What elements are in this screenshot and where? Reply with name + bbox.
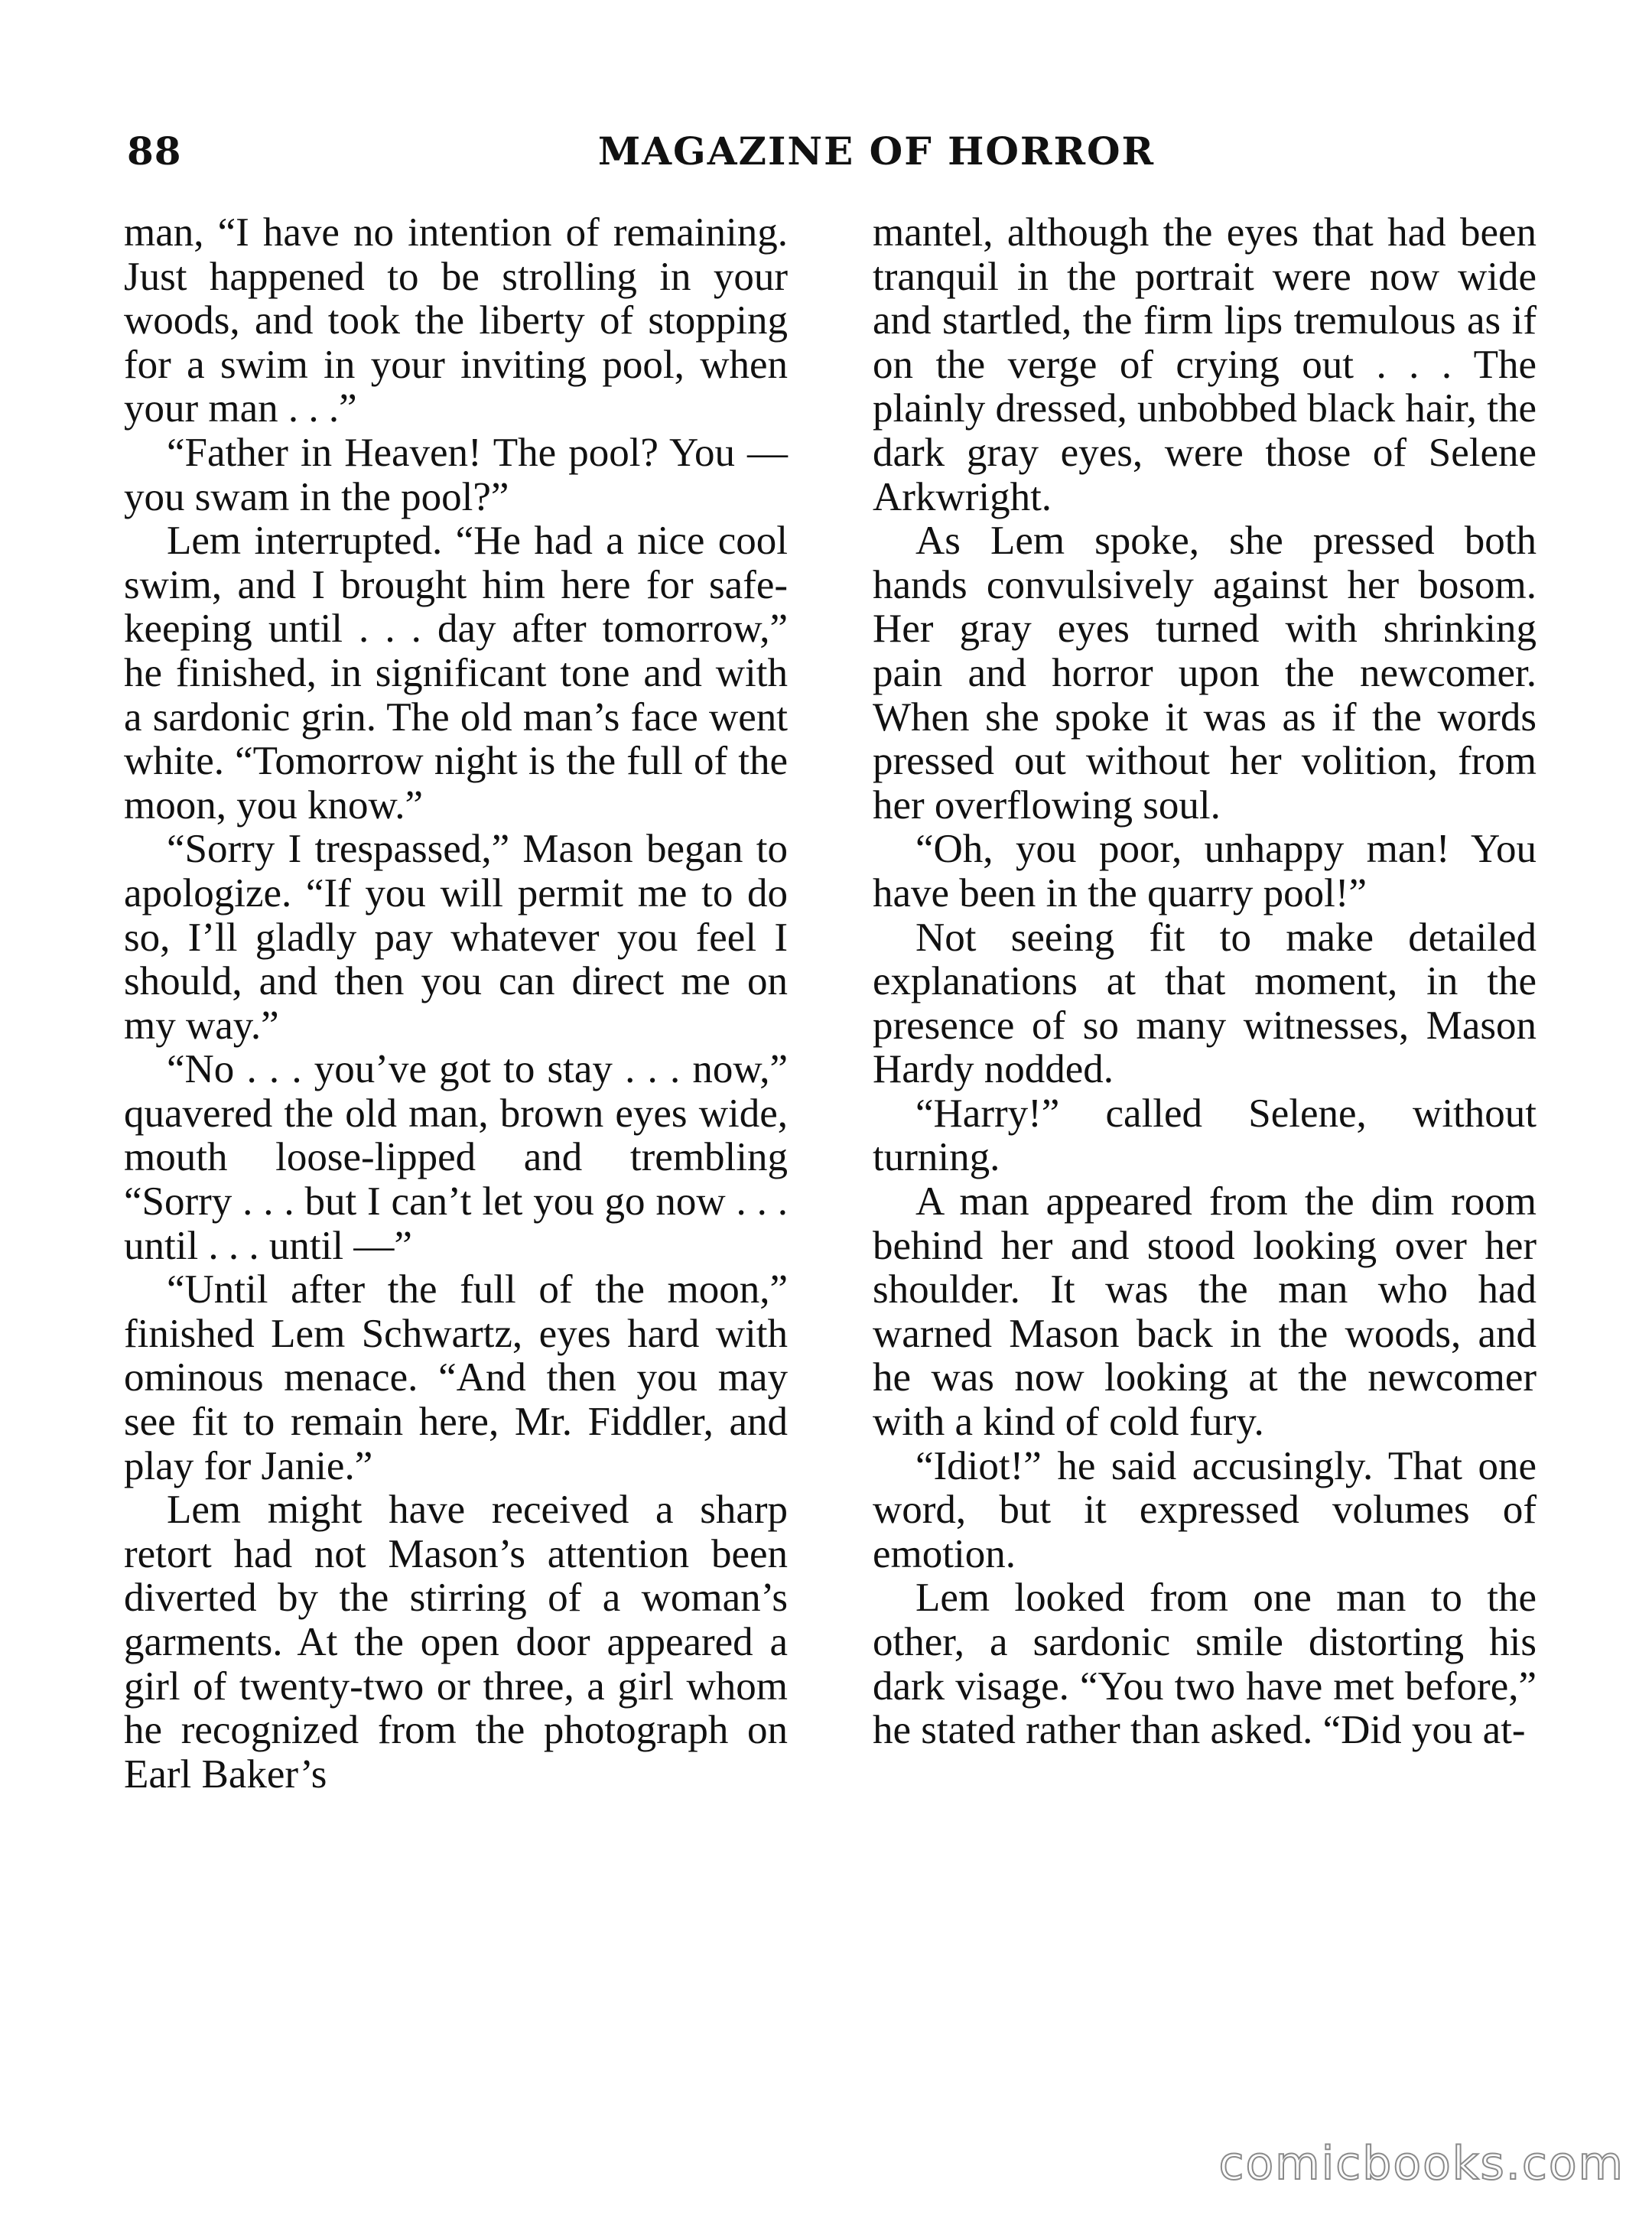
paragraph: “Idiot!” he said accusingly. That one word, but it expressed volumes of emotion. [873,1443,1537,1576]
paragraph: “Father in Heaven! The pool? You — you swam in the pool?” [124,430,788,519]
paragraph: man, “I have no intention of remaining. Just happened to be strolling in your woods, and took the liberty of stopping for a swim in your inviting pool, when your man . . .” [124,210,788,431]
page-header [127,128,1534,182]
paragraph: Lem looked from one man to the other, a sardonic smile distorting his dark visage. “You two have met before,” he stated rather than asked. “Did you at- [873,1576,1537,1753]
paragraph: Lem interrupted. “He had a nice cool swim, and I brought him here for safe-keeping until . . . day after tomorrow,” he finished, in significant tone and with a sardonic grin. The old man’s face went white. “Tomorrow night is the full of the moon, you know.” [124,519,788,828]
right-text-column [873,211,1537,1753]
paragraph: “No . . . you’ve got to stay . . . now,” quavered the old man, brown eyes wide, mouth loose-lipped and trembling “Sorry . . . but I can’t let you go now . . . until . . . until —” [124,1047,788,1268]
paragraph: mantel, although the eyes that had been tranquil in the portrait were now wide and startled, the firm lips tremulous as if on the verge of crying out . . . The plainly dressed, unbobbed black hair, the dark gray eyes, were those of Selene Arkwright. [873,210,1537,519]
paragraph: “Harry!” called Selene, without turning. [873,1091,1537,1180]
paragraph: Lem might have received a sharp retort had not Mason’s attention been diverted by the stirring of a woman’s garments. At the open door appeared a girl of twenty-two or three, a girl whom he recognized from the photograph on Earl Baker’s [124,1488,788,1797]
running-title: MAGAZINE OF HORROR [597,128,1156,174]
paragraph: “Sorry I trespassed,” Mason began to apologize. “If you will permit me to do so, I’ll gladly pay whatever you feel I should, and then you can direct me on my way.” [124,827,788,1048]
paragraph: Not seeing fit to make detailed explanations at that moment, in the presence of so many witnesses, Mason Hardy nodded. [873,915,1537,1092]
page-number: 88 [127,128,182,174]
paragraph: “Until after the full of the moon,” finished Lem Schwartz, eyes hard with ominous menace. “And then you may see fit to remain here, Mr. Fiddler, and play for Janie.” [124,1267,788,1488]
left-text-column [124,211,788,1797]
paragraph: A man appeared from the dim room behind her and stood looking over her shoulder. It was the man who had warned Mason back in the woods, and he was now looking at the newcomer with a kind of cold fury. [873,1179,1537,1445]
paragraph: “Oh, you poor, unhappy man! You have been in the quarry pool!” [873,827,1537,915]
watermark: comicbooks.com [1218,2137,1624,2190]
paragraph: As Lem spoke, she pressed both hands convulsively against her bosom. Her gray eyes turned with shrinking pain and horror upon the newcomer. When she spoke it was as if the words pressed out without her volition, from her overflowing soul. [873,519,1537,828]
